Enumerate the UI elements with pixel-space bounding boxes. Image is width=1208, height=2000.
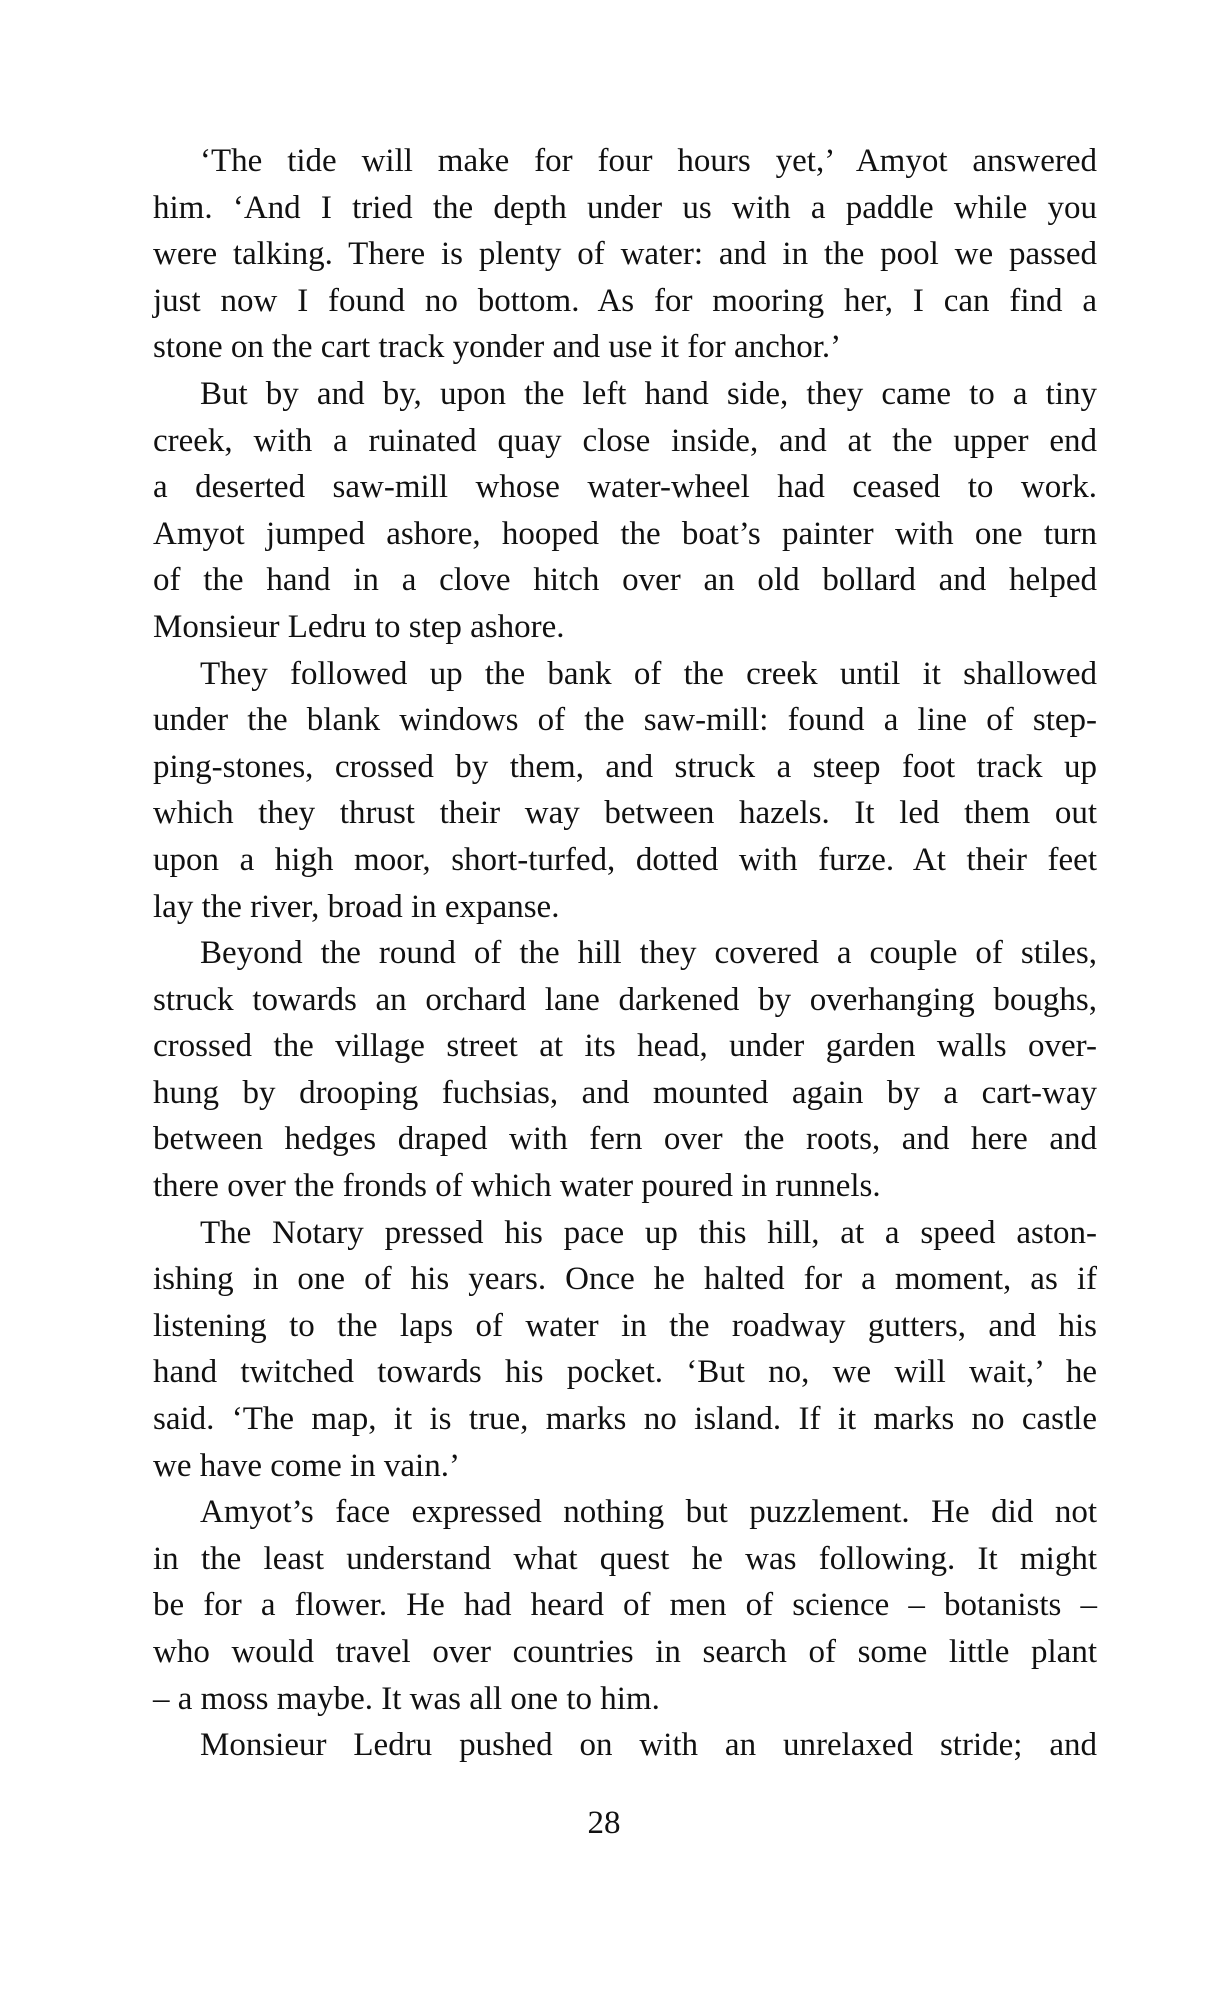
text-line: which they thrust their way between hazels. It led them out [153, 795, 1097, 832]
paragraph [153, 651, 1097, 931]
text-line: be for a flower. He had heard of men of science – botanists – [153, 1587, 1097, 1624]
text-line: – a moss maybe. It was all one to him. [153, 1680, 660, 1717]
paragraph [153, 138, 1097, 371]
text-line: just now I found no bottom. As for mooring her, I can find a [153, 282, 1097, 319]
text-line: upon a high moor, short-turfed, dotted with furze. At their feet [153, 841, 1097, 878]
text-line: there over the fronds of which water poured in runnels. [153, 1168, 881, 1205]
text-line: said. ‘The map, it is true, marks no island. If it marks no castle [153, 1401, 1097, 1438]
paragraph [153, 371, 1097, 651]
text-line: a deserted saw-mill whose water-wheel had ceased to work. [153, 469, 1097, 506]
text-line: under the blank windows of the saw-mill: found a line of step- [153, 702, 1097, 739]
text-line: ‘The tide will make for four hours yet,’ Amyot answered [200, 143, 1097, 179]
text-line: Monsieur Ledru pushed on with an unrelaxed stride; and [200, 1727, 1097, 1764]
text-line: They followed up the bank of the creek until it shallowed [200, 655, 1097, 692]
text-line: we have come in vain.’ [153, 1447, 460, 1484]
text-line: creek, with a ruinated quay close inside, and at the upper end [153, 422, 1097, 459]
text-line: in the least understand what quest he was following. It might [153, 1540, 1097, 1577]
text-line: hung by drooping fuchsias, and mounted again by a cart-way [153, 1074, 1097, 1111]
body-text [153, 138, 1097, 1769]
text-line: ishing in one of his years. Once he halted for a moment, as if [153, 1261, 1097, 1298]
paragraph [153, 1489, 1097, 1722]
text-line: of the hand in a clove hitch over an old bollard and helped [153, 562, 1097, 599]
paragraph [153, 1722, 1097, 1769]
text-line: Beyond the round of the hill they covered a couple of stiles, [200, 935, 1097, 972]
text-line: were talking. There is plenty of water: and in the pool we passed [153, 236, 1097, 273]
text-line: crossed the village street at its head, under garden walls over- [153, 1028, 1097, 1065]
text-line: hand twitched towards his pocket. ‘But no, we will wait,’ he [153, 1354, 1097, 1391]
text-line: The Notary pressed his pace up this hill, at a speed aston- [200, 1214, 1097, 1251]
page-number: 28 [587, 1805, 621, 1841]
text-line: listening to the laps of water in the roadway gutters, and his [153, 1307, 1097, 1344]
text-line: between hedges draped with fern over the roots, and here and [153, 1121, 1097, 1158]
text-line: Amyot’s face expressed nothing but puzzlement. He did not [200, 1494, 1097, 1531]
text-line: lay the river, broad in expanse. [153, 888, 560, 925]
paragraph [153, 1210, 1097, 1490]
text-line: him. ‘And I tried the depth under us with a paddle while you [153, 189, 1097, 226]
text-line: ping-stones, crossed by them, and struck a steep foot track up [153, 748, 1097, 785]
paragraph [153, 930, 1097, 1210]
text-line: Monsieur Ledru to step ashore. [153, 608, 565, 645]
text-line: Amyot jumped ashore, hooped the boat’s painter with one turn [153, 515, 1097, 552]
text-line: struck towards an orchard lane darkened by overhanging boughs, [153, 981, 1097, 1018]
text-line: But by and by, upon the left hand side, they came to a tiny [200, 375, 1097, 412]
text-line: stone on the cart track yonder and use it for anchor.’ [153, 329, 842, 366]
text-line: who would travel over countries in search of some little plant [153, 1634, 1097, 1670]
